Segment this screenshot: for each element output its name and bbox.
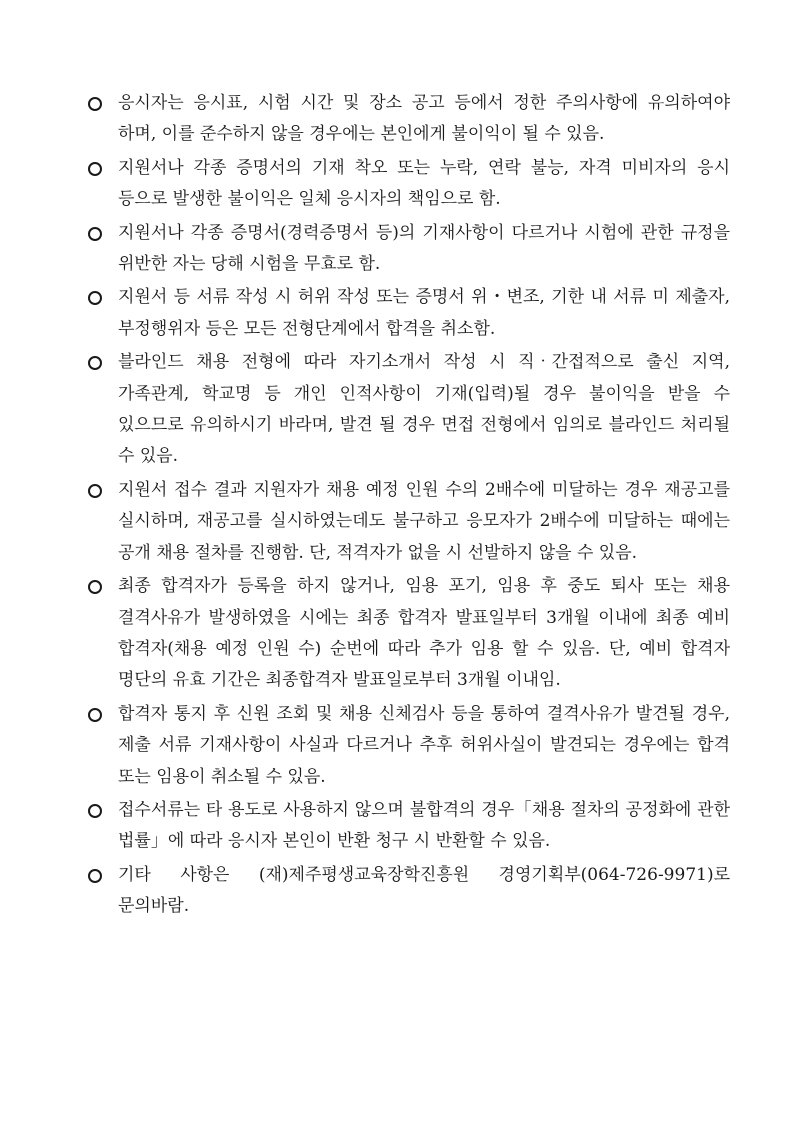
notice-list [88,88,730,925]
circle-bullet-icon [88,869,102,883]
notice-item [88,475,730,569]
notice-text: 블라인드 채용 전형에 따라 자기소개서 작성 시 직‧간접적으로 출신 지역, 가족관계, 학교명 등 개인 인적사항이 기재(입력)될 경우 불이익을 받을 수 있으므로 유의하시기 바라며, 발견 될 경우 면접 전형에서 임의로 블라인드 처리될 수 있음. [118,352,730,467]
circle-bullet-icon [88,97,102,111]
circle-bullet-icon [88,580,102,594]
notice-item [88,347,730,473]
notice-text: 지원서 등 서류 작성 시 허위 작성 또는 증명서 위・변조, 기한 내 서류 미 제출자, 부정행위자 등은 모든 전형단계에서 합격을 취소함. [118,287,730,339]
circle-bullet-icon [88,804,102,818]
notice-item [88,88,730,151]
circle-bullet-icon [88,356,102,370]
notice-text: 지원서나 각종 증명서(경력증명서 등)의 기재사항이 다르거나 시험에 관한 규정을 위반한 자는 당해 시험을 무효로 함. [118,222,730,275]
notice-item [88,153,730,216]
notice-text: 최종 합격자가 등록을 하지 않거나, 임용 포기, 임용 후 중도 퇴사 또는 채용 결격사유가 발생하였을 시에는 최종 합격자 발표일부터 3개월 이내에 최종 예비 합격자(채용 예정 인원 수) 순번에 따라 추가 임용 할 수 있음. 단, 예비 합격자 명단의 유효 기간은 최종합격자 발표일로부터 3개월 이내임. [118,576,730,691]
notice-text: 응시자는 응시표, 시험 시간 및 장소 공고 등에서 정한 주의사항에 유의하여야 하며, 이를 준수하지 않을 경우에는 본인에게 불이익이 될 수 있음. [118,93,730,145]
circle-bullet-icon [88,708,102,722]
notice-text: 접수서류는 타 용도로 사용하지 않으며 불합격의 경우「채용 절차의 공정화에 관한 법률」에 따라 응시자 본인이 반환 청구 시 반환할 수 있음. [118,799,730,852]
circle-bullet-icon [88,162,102,176]
notice-text: 지원서 접수 결과 지원자가 채용 예정 인원 수의 2배수에 미달하는 경우 재공고를 실시하며, 재공고를 실시하였는데도 불구하고 응모자가 2배수에 미달하는 때에는 공개 채용 절차를 진행함. 단, 적격자가 없을 시 선발하지 않을 수 있음. [118,479,730,563]
notice-item [88,795,730,858]
circle-bullet-icon [88,227,102,241]
notice-item [88,860,730,923]
circle-bullet-icon [88,291,102,305]
notice-item [88,282,730,345]
notice-item [88,571,730,697]
notice-item [88,218,730,281]
notice-text: 합격자 통지 후 신원 조회 및 채용 신체검사 등을 통하여 결격사유가 발견될 경우, 제출 서류 기재사항이 사실과 다르거나 추후 허위사실이 발견되는 경우에는 합격 또는 임용이 취소될 수 있음. [118,703,730,787]
notice-item [88,699,730,793]
circle-bullet-icon [88,484,102,498]
notice-text: 지원서나 각종 증명서의 기재 착오 또는 누락, 연락 불능, 자격 미비자의 응시 등으로 발생한 불이익은 일체 응시자의 책임으로 함. [118,157,730,210]
notice-text: 기타 사항은 (재)제주평생교육장학진흥원 경영기획부(064-726-9971)로 문의바람. [118,864,730,917]
